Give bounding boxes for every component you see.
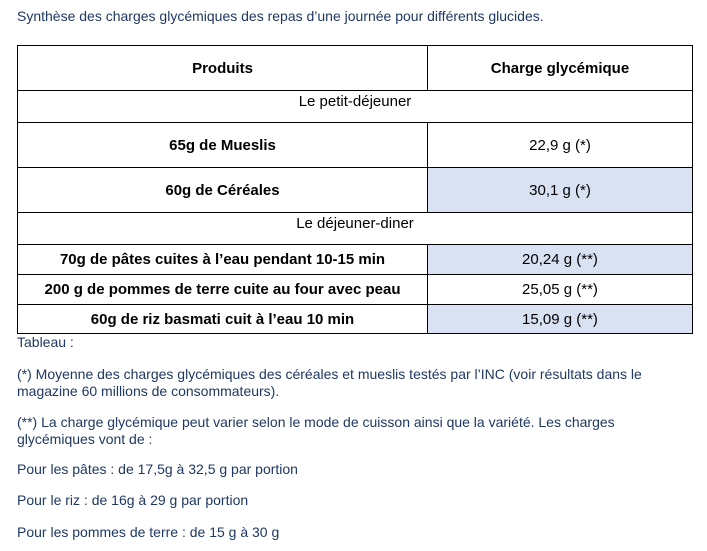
product-cell: 60g de riz basmati cuit à l’eau 10 min — [18, 305, 428, 334]
rice-range: Pour le riz : de 16g à 29 g par portion — [17, 492, 249, 508]
product-cell: 70g de pâtes cuites à l’eau pendant 10-15 min — [18, 245, 428, 275]
table-row — [18, 275, 693, 305]
footnote-single-star: (*) Moyenne des charges glycémiques des céréales et mueslis testés par l’INC (voir résultats dans le magazine 60 millions de consommateurs). — [17, 366, 642, 399]
section-row-lunch-dinner — [18, 213, 693, 245]
pasta-range: Pour les pâtes : de 17,5g à 32,5 g par portion — [17, 461, 298, 477]
table-row — [18, 168, 693, 213]
table-row — [18, 305, 693, 334]
product-cell: 65g de Mueslis — [18, 123, 428, 168]
potatoes-range: Pour les pommes de terre : de 15 g à 30 g — [17, 524, 280, 540]
product-cell: 60g de Céréales — [18, 168, 428, 213]
section-title-lunch-dinner: Le déjeuner-diner — [18, 213, 693, 245]
table-row — [18, 123, 693, 168]
value-cell: 22,9 g (*) — [428, 123, 693, 168]
section-title-breakfast: Le petit-déjeuner — [18, 91, 693, 123]
product-cell: 200 g de pommes de terre cuite au four avec peau — [18, 275, 428, 305]
table-row — [18, 245, 693, 275]
table-caption: Synthèse des charges glycémiques des repas d’une journée pour différents glucides. — [17, 8, 544, 24]
value-cell: 30,1 g (*) — [428, 168, 693, 213]
value-cell: 25,05 g (**) — [428, 275, 693, 305]
table-header-row — [18, 46, 693, 91]
header-products: Produits — [18, 46, 428, 91]
table-label: Tableau : — [17, 334, 74, 350]
value-cell: 15,09 g (**) — [428, 305, 693, 334]
header-glycemic-load: Charge glycémique — [428, 46, 693, 91]
glycemic-load-table — [17, 45, 693, 334]
section-row-breakfast — [18, 91, 693, 123]
footnote-double-star: (**) La charge glycémique peut varier selon le mode de cuisson ainsi que la variété. Les charges glycémiques vont de : — [17, 414, 615, 447]
value-cell: 20,24 g (**) — [428, 245, 693, 275]
